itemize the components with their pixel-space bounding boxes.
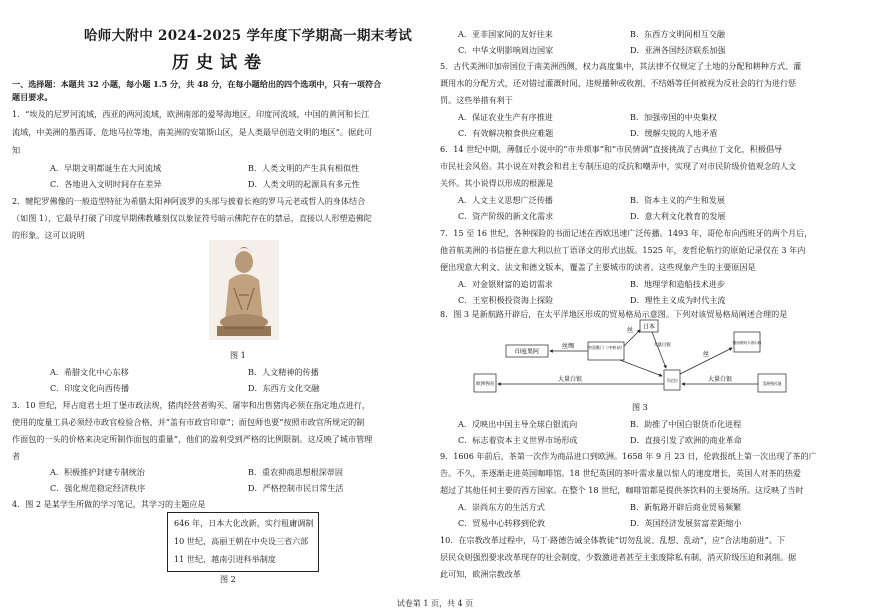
label-india: 印度果阿 — [514, 348, 540, 356]
label-silver-2: 大量白银 — [653, 343, 671, 348]
q8-option-c[interactable]: C．标志着资本主义世界市场形成 — [458, 435, 578, 445]
label-silk-3: 丝 — [702, 351, 710, 358]
q2-option-d[interactable]: D．东西方文化交融 — [248, 383, 320, 393]
q3-option-a[interactable]: A．积极推护封建专制统治 — [50, 467, 145, 477]
q2-line-3: 的形象。这可以说明 — [12, 230, 85, 240]
q9-line-3: 超过了其他任何主要的西方国家。在整个 18 世纪，咖啡馆都是提供茶饮料的主要场所。这反映了当时 — [440, 485, 804, 495]
gandhara-buddha-figure — [209, 240, 279, 340]
label-colonies: 美洲殖民地 — [762, 381, 782, 386]
q7-option-d[interactable]: D．理性主义成为时代主流 — [630, 295, 726, 305]
note-line-3: 11 世纪，越南引进科举制度 — [174, 554, 276, 564]
figure-3-caption: 图 3 — [632, 402, 648, 412]
label-china: 中国澳门（中转站） — [587, 345, 625, 350]
q1-line-1: 1．“埃及的尼罗河流域，西亚的两河流域，欧洲南部的爱琴海地区，印度河流域，中国的黄河和长江 — [12, 109, 370, 119]
q9-option-b[interactable]: B．新航路开辟后商业贸易频繁 — [630, 502, 742, 512]
q7-line-3: 便出现意大利文、法文和德文版本，覆盖了主要城市的读者。这些现象产生的主要原因是 — [440, 262, 756, 272]
label-silver-3: 大量白银 — [707, 376, 733, 383]
q4-option-c[interactable]: C．中华文明影响周边国家 — [458, 45, 554, 55]
q5-option-d[interactable]: D．缓解尖锐的人地矛盾 — [630, 128, 718, 138]
page-footer: 试卷第 1 页，共 4 页 — [396, 599, 474, 608]
q8-option-d[interactable]: D．直接引发了欧洲的商业革命 — [630, 435, 742, 445]
q3-option-d[interactable]: D．严格控制市民日常生活 — [248, 483, 344, 493]
label-mexico: 墨西哥阿卡普尔科 — [732, 341, 762, 345]
q5-line-2: 溉用水的分配方式，还对错过灌溉时间、违规播种或收割、不结婚等任何被视为反社会的行为进行惩 — [440, 78, 797, 88]
q6-option-b[interactable]: B．资本主义的产生和发展 — [630, 195, 725, 205]
figure-1-caption: 图 1 — [230, 350, 246, 360]
label-manila: 马尼拉 — [666, 378, 678, 383]
q3-option-b[interactable]: B．重农抑商思想根深蒂固 — [248, 467, 343, 477]
label-japan: 日本 — [642, 323, 656, 331]
q3-line-4: 者 — [12, 451, 21, 461]
q4-option-d[interactable]: D．亚洲各国经济联系加强 — [630, 45, 726, 55]
q6-line-2: 市民社会风俗。其小说在对教会和君主专制压迫的反抗和嘲弄中，实现了对市民阶级价值观念的人文 — [440, 161, 797, 171]
q5-line-1: 5．古代美洲印加帝国位于南美洲西侧，权力高度集中，其法律不仅规定了土地的分配和耕种方式、灌 — [440, 61, 802, 71]
q8-option-a[interactable]: A．反映出中国主导全球白银流向 — [458, 419, 578, 429]
q1-option-d[interactable]: D．人类文明的起源具有多元性 — [248, 179, 360, 189]
q10-line-2: 层民众则强烈要求改革现存的社会制度，少数激进者甚至主张废除私有制，消灭阶级压迫和剥削。据 — [440, 552, 797, 562]
q6-line-1: 6．14 世纪中期，薄伽丘小说中的“市井琐事”和“市民情调”直接挑战了古典拉丁文化，积极倡导 — [440, 144, 783, 154]
q1-option-c[interactable]: C．各地进入文明时间存在差异 — [50, 179, 162, 189]
q4-option-a[interactable]: A．亚非国家间的友好往来 — [458, 29, 553, 39]
q1-line-3: 知 — [12, 145, 21, 155]
q3-line-1: 3．10 世纪，拜占庭君士坦丁堡市政法规，猪肉经营者购买、屠宰和出售猪肉必须在指定地点进行， — [12, 400, 370, 410]
q7-line-2: 他首航美洲的书信便在意大利以拉丁语译文的形式出版。1525 年，麦哲伦航行的原始记录仅在 3 年内 — [440, 245, 806, 255]
q4-line-1: 4．图 2 是某学生所做的学习笔记，其学习的主题应是 — [12, 499, 206, 509]
q8-option-b[interactable]: B．助推了中国白银货币化进程 — [630, 419, 742, 429]
label-silk-2: 丝 — [626, 327, 634, 334]
q5-line-3: 罚。这些举措有利于 — [440, 95, 513, 105]
q10-line-1: 10．在宗教改革过程中，马丁·路德告诫全体教徒“切勿乱说、乱想、乱动”，应“合法地前进”。下 — [440, 535, 786, 545]
q9-option-d[interactable]: D．英国经济发展贫富差距缩小 — [630, 518, 742, 528]
note-line-2: 10 世纪，高丽王朝在中央设三省六部 — [174, 536, 309, 546]
subject-title: 历史试卷 — [172, 53, 268, 73]
q7-option-b[interactable]: B．地理学和造船技术进步 — [630, 279, 725, 289]
section-heading: 一、选择题：本题共 32 小题，每小题 1.5 分，共 48 分，在每小题给出的四个选项中，只有一项符合 — [12, 79, 382, 89]
q6-line-3: 关怀。其小说得以形成的根源是 — [440, 178, 554, 188]
trade-pattern-diagram — [470, 318, 790, 398]
q4-option-b[interactable]: B．东西方文明间相互交融 — [630, 29, 725, 39]
q9-option-c[interactable]: C．贸易中心转移到伦敦 — [458, 518, 546, 528]
label-silver-1: 大量白银 — [557, 376, 583, 383]
label-silk-1: 丝绸 — [561, 343, 575, 350]
q9-option-a[interactable]: A．崇尚东方的生活方式 — [458, 502, 545, 512]
q2-option-a[interactable]: A．希腊文化中心东移 — [50, 367, 129, 377]
q5-option-c[interactable]: C．有效解决粮食供应难题 — [458, 128, 554, 138]
q2-line-2: （如图 1），它最早打破了印度早期佛教雕刻仅以象征符号暗示佛陀存在的禁忌，直接以人形塑造佛陀 — [12, 213, 372, 223]
note-line-1: 646 年，日本大化改新，实行租庸调制 — [174, 518, 314, 528]
q7-option-c[interactable]: C．王室积极投资海上探险 — [458, 295, 554, 305]
exam-title: 哈师大附中 2024-2025 学年度下学期高一期末考试 — [84, 28, 413, 44]
q5-option-a[interactable]: A．保证农业生产有序推进 — [458, 112, 553, 122]
study-notes-box — [167, 512, 319, 572]
q9-line-1: 9．1606 年前后，茶第一次作为商品进口到欧洲。1658 年 9 月 23 日，伦敦报纸上第一次出现了茶的广 — [440, 451, 817, 461]
label-europe: 欧洲各国 — [476, 382, 494, 387]
q1-option-a[interactable]: A．早期文明都诞生在大河流域 — [50, 163, 162, 173]
q1-line-2: 流域，中美洲的墨西哥、危地马拉等地，南美洲的安第斯山区，是人类最早创造文明的地区”。据此可 — [12, 127, 373, 137]
q7-option-a[interactable]: A．对金银财富的追切需求 — [458, 279, 553, 289]
q1-option-b[interactable]: B．人类文明的产生具有相似性 — [248, 163, 360, 173]
q5-option-b[interactable]: B．加强帝国的中央集权 — [630, 112, 717, 122]
q3-line-3: 作面包的一头的价格来决定所制作面包的重量”，他们的盈利受到严格的比例限制。这反映了城市管理 — [12, 434, 373, 444]
section-heading-2: 题目要求。 — [12, 92, 53, 102]
q2-line-1: 2．犍陀罗佛像的一般造型特征为希腊太阳神阿波罗的头部与披着长袍的罗马元老或哲人的身体结合 — [12, 196, 366, 206]
figure-2-caption: 图 2 — [220, 574, 236, 584]
q6-option-d[interactable]: D．意大利文化教育的发展 — [630, 211, 726, 221]
q8-line-1: 8．图 3 是新航路开辟后，在太平洋地区形成的贸易格局示意图。下列对该贸易格局阐述合理的是 — [440, 309, 788, 319]
q3-option-c[interactable]: C．强化规范稳定经济秩序 — [50, 483, 146, 493]
q3-line-2: 使用的度量工具必须经市政官检验合格，并“盖有市政官印章”；面包师也要“按照市政官所规定的制 — [12, 417, 365, 427]
q6-option-c[interactable]: C．资产阶级的新文化需求 — [458, 211, 554, 221]
q2-option-c[interactable]: C．印度文化向西传播 — [50, 383, 130, 393]
q7-line-1: 7．15 至 16 世纪，各种探险的书面记述在西欧迅速广泛传播。1493 年，哥伦布向西班牙的两个月后， — [440, 228, 813, 238]
q2-option-b[interactable]: B．人文精神的传播 — [248, 367, 319, 377]
q6-option-a[interactable]: A．人文主义思想广泛传播 — [458, 195, 553, 205]
q9-line-2: 告。不久，茶逐渐走进英国咖啡馆。18 世纪英国的茶叶需求量以惊人的速度增长，英国人对茶的热爱 — [440, 468, 801, 478]
q10-line-3: 此可知，欧洲宗教改革 — [440, 569, 521, 579]
